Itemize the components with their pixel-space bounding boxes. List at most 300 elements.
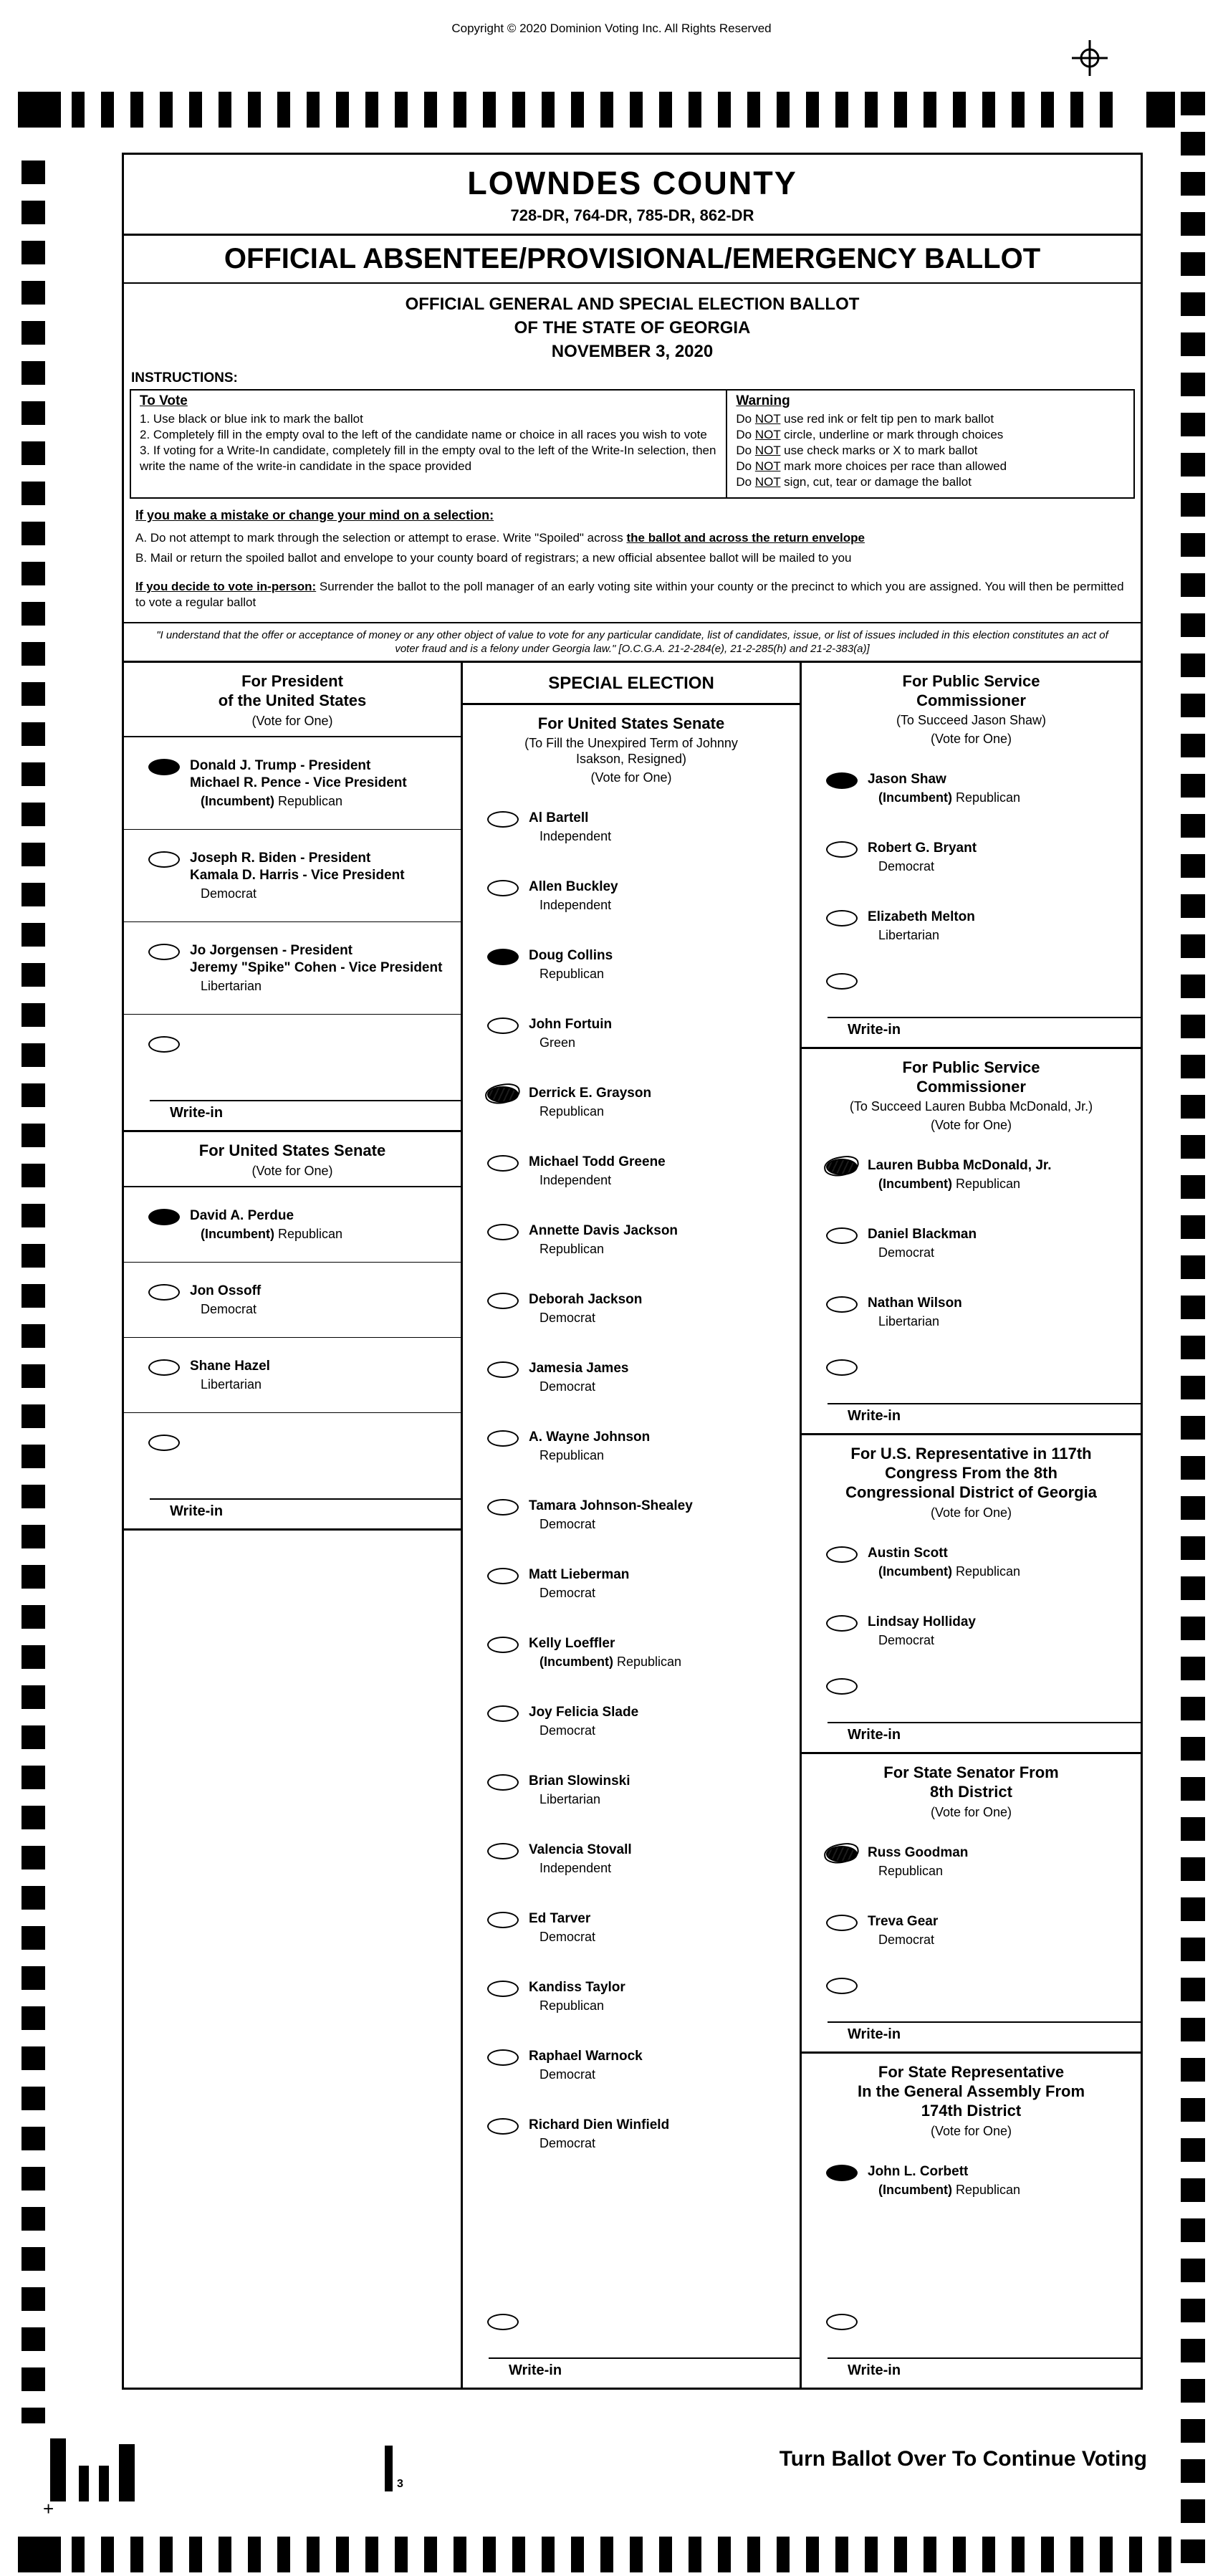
candidate-row [802,2146,1141,2215]
candidate-info [190,1207,342,1242]
candidate-info [868,771,1020,805]
candidate-row [124,830,461,922]
candidate-row [463,1618,800,1687]
candidate-party: Democrat [539,1379,596,1394]
candidate-party: Democrat [539,1586,596,1600]
candidate-party: Democrat [539,1311,596,1325]
candidate-name: Ed Tarver [529,1911,591,1926]
write-in-oval-row [463,2301,800,2330]
candidate-info [190,757,407,809]
race [802,663,1141,1049]
race-title-line: For U.S. Representative in 117th [850,1445,1092,1462]
write-in-oval[interactable] [148,1036,180,1053]
warning-item: Do NOT sign, cut, tear or damage the ballot [736,475,972,489]
write-in-section [802,1965,1141,2051]
candidate-row [463,1274,800,1343]
ballot-oval[interactable] [826,910,858,927]
candidate-party: Libertarian [539,1792,601,1806]
ballot-oval[interactable] [487,1293,519,1309]
candidate-row [463,2031,800,2099]
candidate-info [190,1358,270,1392]
election-title-line1: OFFICIAL GENERAL AND SPECIAL ELECTION BALLOT [405,295,860,314]
to-vote-item: 1. Use black or blue ink to mark the ballot [140,412,363,426]
ballot-oval[interactable] [487,1637,519,1653]
ballot-oval[interactable] [826,2165,858,2181]
race-title-line: In the General Assembly From [857,2082,1085,2100]
ballot-oval[interactable] [487,880,519,896]
candidate-party: Republican [878,1864,944,1878]
ballot-oval[interactable] [487,1224,519,1240]
write-in-oval-row [124,1413,461,1471]
candidate-info [868,1226,977,1260]
candidate-info [529,1360,628,1394]
candidate-info [529,1635,681,1670]
warning-item: Do NOT mark more choices per race than allowed [736,459,1007,473]
candidate-row [463,1687,800,1756]
candidate-row [463,1962,800,2031]
write-in-label: Write-in [509,2362,562,2378]
ballot-oval[interactable] [148,1209,180,1225]
candidate-name: Deborah Jackson [529,1292,643,1307]
candidate-row [802,754,1141,823]
ballot-oval[interactable] [487,1086,519,1103]
candidate-party: Green [539,1035,576,1050]
race-header [802,663,1141,754]
write-in-oval-row [802,2301,1141,2330]
in-person-instructions [135,579,1129,611]
candidate-party: (Incumbent) Republican [539,1655,682,1669]
text-segment: A. Do not attempt to mark through the selection or attempt to erase. Write "Spoiled" across [135,531,627,545]
incumbent-tag: (Incumbent) [201,794,274,808]
precinct-codes: 728-DR, 764-DR, 785-DR, 862-DR [510,206,754,224]
county-header [124,155,1141,236]
candidate-row [802,891,1141,960]
race-subtitle [806,1098,1136,1114]
race-header [802,2054,1141,2146]
write-in-oval[interactable] [826,1359,858,1376]
mistake-instructions [124,499,1141,622]
write-in-section [124,1413,461,1528]
ballot-oval[interactable] [826,772,858,789]
ballot-oval[interactable] [487,1981,519,1997]
ballot-oval[interactable] [487,1705,519,1722]
candidate-info [529,1154,666,1188]
election-title-line2: OF THE STATE OF GEORGIA [514,318,751,337]
race [124,1132,461,1531]
candidate-info [868,1614,976,1648]
candidate-name: Jon Ossoff [190,1283,262,1298]
candidate-party: Libertarian [201,979,262,993]
candidate-row [463,861,800,930]
candidate-name: A. Wayne Johnson [529,1430,651,1445]
ballot-oval[interactable] [487,1499,519,1516]
candidate-info [529,1566,629,1601]
candidate-party: Republican [539,1448,605,1462]
candidate-info [529,1222,678,1257]
bottom-code-bar [99,2466,109,2501]
candidate-info [529,1498,693,1532]
candidate-name: Shane Hazel [190,1359,270,1374]
candidate-row [802,1140,1141,1209]
race-subtitle-line: (To Succeed Jason Shaw) [896,713,1047,727]
timing-marks-bottom [72,2537,1175,2572]
incumbent-tag: (Incumbent) [878,1564,952,1579]
text-segment: Surrender the ballot to the poll manager of an early voting site within your county or the precinct to which you are assigned. You will then be permitted to vote a regular ballot [135,580,1124,609]
write-in-oval-row [124,1015,461,1073]
candidate-name: Doug Collins [529,948,613,963]
write-in-oval-row [802,1346,1141,1376]
candidate-row [802,1528,1141,1596]
write-in-section [802,1665,1141,1752]
warning-not-emphasis: NOT [754,428,781,441]
candidate-party: (Incumbent) Republican [878,1564,1021,1579]
race-title-line: 174th District [921,2102,1022,2120]
mistake-item-b [135,550,1129,566]
candidate-party: (Incumbent) Republican [878,2183,1021,2197]
candidate-name: Daniel Blackman [868,1227,977,1242]
ballot-oval[interactable] [826,1846,858,1862]
candidate-party: Republican [539,1104,605,1119]
ballot-oval[interactable] [148,851,180,868]
race-title [128,1141,456,1160]
ballot-oval[interactable] [826,1296,858,1313]
candidate-party: Independent [539,898,612,912]
candidate-name: Lindsay Holliday [868,1614,976,1629]
candidate-name: Allen Buckley [529,879,618,894]
candidate-name: Joy Felicia Slade [529,1705,639,1720]
race-header [124,663,461,737]
candidate-info [868,840,977,874]
bottom-code-bar [119,2444,135,2501]
candidate-party: Democrat [539,2067,596,2082]
race-title-line: Congress From the 8th [885,1464,1057,1482]
incumbent-tag: (Incumbent) [878,790,952,805]
bottom-code-bar [385,2446,393,2491]
candidate-name: Tamara Johnson-Shealey [529,1498,693,1513]
ballot-oval[interactable] [487,1568,519,1584]
instructions-box [130,389,1135,499]
vote-for-instruction: (Vote for One) [590,770,672,785]
text-segment: the ballot and across the return envelope [626,531,865,545]
warning-not-emphasis: NOT [754,459,781,473]
felony-notice: "I understand that the offer or acceptance of money or any other object of value to vote for any particular candidate, list of candidates, issue, or list of issues included in this election constitutes an act of voter fraud and is a felony under Georgia law." [O.C.G.A. 21-2-284(e), 21-2-285(h) and 21-2-383(a)] [124,622,1141,661]
candidate-party: (Incumbent) Republican [878,1177,1021,1191]
candidate-row [124,1187,461,1263]
ballot-oval[interactable] [826,1227,858,1244]
write-in-oval-row [802,1665,1141,1695]
text-segment: If you decide to vote in-person: [135,580,317,593]
candidate-row [463,793,800,861]
candidate-info [529,1704,638,1738]
candidate-info [529,947,613,982]
candidate-info [529,878,618,913]
timing-marks-top [72,92,1118,128]
candidate-name: Kamala D. Harris - Vice President [190,868,405,883]
vote-for-instruction: (Vote for One) [930,732,1012,746]
write-in-oval[interactable] [826,1978,858,1994]
candidate-row [802,1596,1141,1665]
candidate-name: Robert G. Bryant [868,841,977,856]
write-in-section [802,960,1141,1047]
incumbent-tag: (Incumbent) [878,2183,952,2197]
candidate-row [802,823,1141,891]
candidate-info [868,1844,968,1879]
ballot-oval[interactable] [487,2049,519,2066]
candidate-info [529,1910,595,1945]
candidate-info [190,942,442,994]
candidate-name: Michael Todd Greene [529,1154,666,1169]
election-title-line3: NOVEMBER 3, 2020 [551,342,714,361]
candidate-row [463,1824,800,1893]
candidate-info [868,1913,938,1948]
candidate-party: Libertarian [878,928,940,942]
candidate-name: Jamesia James [529,1361,629,1376]
ballot-oval[interactable] [148,1284,180,1301]
ballot-oval[interactable] [148,1359,180,1376]
race [802,1754,1141,2054]
mistake-title: If you make a mistake or change your mind on a selection: [135,508,494,522]
write-in-label: Write-in [848,2026,901,2042]
write-in-oval[interactable] [826,1678,858,1695]
ballot-oval[interactable] [487,1155,519,1172]
race-subtitle [467,735,795,767]
candidate-name: Austin Scott [868,1546,948,1561]
race [463,705,800,2388]
race [802,1049,1141,1435]
candidate-row [463,930,800,999]
vote-for-instruction: (Vote for One) [251,1164,333,1178]
ballot-oval[interactable] [487,1843,519,1859]
candidate-info [529,1773,630,1807]
candidate-party: Republican [539,1998,605,2013]
candidate-row [802,1209,1141,1278]
candidate-name: Jeremy "Spike" Cohen - Vice President [190,960,443,975]
candidate-info [529,1291,642,1326]
write-in-section [124,1015,461,1130]
write-in-label: Write-in [848,1022,901,1038]
candidate-name: Valencia Stovall [529,1842,632,1857]
write-in-oval[interactable] [487,2314,519,2330]
text-segment: B. Mail or return the spoiled ballot and envelope to your county board of registrars; a new official absentee ballot will be mailed to you [135,551,852,565]
candidate-party: Republican [539,1242,605,1256]
ballot-oval[interactable] [148,759,180,775]
race-header [802,1049,1141,1140]
write-in-oval-row [802,960,1141,990]
candidate-name: David A. Perdue [190,1208,294,1223]
candidate-name: Elizabeth Melton [868,909,975,924]
special-election-banner: SPECIAL ELECTION [463,663,800,705]
candidate-party: Libertarian [201,1377,262,1392]
ballot-oval[interactable] [826,1915,858,1931]
write-in-oval[interactable] [148,1435,180,1451]
candidate-party: Democrat [539,1723,596,1738]
incumbent-tag: (Incumbent) [539,1655,613,1669]
write-in-label: Write-in [170,1503,224,1519]
race-title [806,671,1136,710]
candidate-party: (Incumbent) Republican [201,1227,343,1241]
race-title-line: For President [241,672,343,690]
candidate-row [463,1068,800,1136]
ballot-oval[interactable] [487,1430,519,1447]
race-header [802,1754,1141,1827]
candidate-info [529,810,611,844]
to-vote-item: 3. If voting for a Write-In candidate, completely fill in the empty oval to the left of the Write-In selection, then write the name of the write-in candidate in the space provided [140,444,716,473]
warning-item: Do NOT use red ink or felt tip pen to mark ballot [736,412,994,426]
turn-ballot-over-notice: Turn Ballot Over To Continue Voting [779,2447,1147,2471]
candidate-name: Treva Gear [868,1914,939,1929]
vote-for-instruction: (Vote for One) [251,714,333,728]
race-title-line: Commissioner [916,1078,1026,1096]
race-title [467,714,795,733]
sheet-number: 3 [397,2478,403,2490]
contest-columns [124,661,1141,2388]
corner-plus-mark: + [43,2498,54,2519]
candidate-name: Lauren Bubba McDonald, Jr. [868,1158,1052,1173]
warning-item: Do NOT circle, underline or mark through choices [736,428,1004,441]
race-title-line: For Public Service [902,672,1040,690]
race-title [806,1763,1136,1801]
bottom-code-bar [50,2438,66,2501]
candidate-name: Matt Lieberman [529,1567,630,1582]
candidate-party: Independent [539,1861,612,1875]
incumbent-tag: (Incumbent) [201,1227,274,1241]
race-title-line: For Public Service [902,1058,1040,1076]
candidate-row [802,1278,1141,1346]
race [802,2054,1141,2388]
candidate-row [463,1343,800,1412]
candidate-info [529,1085,651,1119]
race-subtitle-line: (To Succeed Lauren Bubba McDonald, Jr.) [849,1099,1093,1114]
candidate-row [463,1893,800,1962]
ballot-oval[interactable] [826,1615,858,1632]
timing-block-top-left [18,92,61,128]
contest-column-1 [124,663,463,2388]
write-in-oval[interactable] [826,973,858,990]
ballot-oval[interactable] [487,949,519,965]
race-subtitle-line: Isakson, Resigned) [575,752,687,766]
candidate-info [190,850,405,901]
vote-for-instruction: (Vote for One) [930,1805,1012,1819]
to-vote-title: To Vote [140,393,188,408]
ballot-oval[interactable] [487,1912,519,1928]
write-in-label: Write-in [848,1727,901,1743]
candidate-party: Democrat [201,1302,257,1316]
ballot-oval[interactable] [487,1774,519,1791]
timing-block-top-right [1146,92,1175,128]
ballot-oval[interactable] [487,811,519,828]
county-name: LOWNDES COUNTY [467,165,797,201]
candidate-party: (Incumbent) Republican [201,794,343,808]
race-title-line: Congressional District of Georgia [845,1483,1097,1501]
race-title [128,671,456,710]
to-vote-panel [131,391,727,497]
candidate-party: Democrat [201,886,257,901]
candidate-name: Joseph R. Biden - President [190,851,371,866]
ballot-oval[interactable] [487,1018,519,1034]
candidate-info [868,1545,1020,1579]
candidate-name: Jo Jorgensen - President [190,943,353,958]
write-in-oval-row [802,1965,1141,1994]
timing-marks-right [1181,92,1205,2571]
candidate-party: Libertarian [878,1314,940,1328]
candidate-row [802,1896,1141,1965]
candidate-name: John Fortuin [529,1017,613,1032]
race-title-line: For United States Senate [198,1141,386,1159]
candidate-party: Democrat [878,1933,935,1947]
incumbent-tag: (Incumbent) [878,1177,952,1191]
warning-not-emphasis: NOT [754,444,781,457]
ballot-oval[interactable] [826,1159,858,1175]
election-title [124,284,1141,366]
race-title-line: For State Representative [878,2063,1065,2081]
vote-for-instruction: (Vote for One) [930,2124,1012,2138]
candidate-info [190,1283,261,1317]
candidate-info [529,1016,612,1050]
candidate-party: Democrat [539,1517,596,1531]
race-title [806,1444,1136,1502]
candidate-info [868,1295,962,1329]
ballot-oval[interactable] [826,1546,858,1563]
contest-column-2 [463,663,802,2388]
race-subtitle-line: (To Fill the Unexpired Term of Johnny [524,736,738,750]
timing-block-bottom-left [18,2537,61,2572]
race-header [124,1132,461,1187]
vote-for-instruction: (Vote for One) [930,1118,1012,1132]
warning-not-emphasis: NOT [754,412,781,426]
ballot-oval[interactable] [487,2118,519,2135]
candidate-row [124,922,461,1015]
candidate-party: Independent [539,829,612,843]
write-in-label: Write-in [848,2362,901,2378]
ballot-oval[interactable] [826,841,858,858]
candidate-name: Annette Davis Jackson [529,1223,678,1238]
candidate-row [124,1338,461,1413]
race-title-line: For United States Senate [537,714,725,732]
candidate-name: Richard Dien Winfield [529,2117,670,2132]
candidate-name: Derrick E. Grayson [529,1086,652,1101]
bottom-code-bar [79,2466,89,2501]
ballot-oval[interactable] [148,944,180,960]
candidate-name: Raphael Warnock [529,2049,643,2064]
candidate-info [529,2048,643,2082]
race-title [806,2062,1136,2120]
ballot-oval[interactable] [487,1361,519,1378]
candidate-name: Kandiss Taylor [529,1980,625,1995]
race-header [463,705,800,793]
candidate-row [463,1549,800,1618]
race [124,663,461,1132]
candidate-party: Democrat [878,1633,935,1647]
candidate-info [529,1979,625,2014]
candidate-name: Donald J. Trump - President [190,758,371,773]
write-in-oval[interactable] [826,2314,858,2330]
candidate-name: Nathan Wilson [868,1296,962,1311]
candidate-row [463,1480,800,1549]
candidate-row [802,1827,1141,1896]
candidate-name: Brian Slowinski [529,1773,630,1789]
race-subtitle [806,712,1136,728]
candidate-info [529,1842,632,1876]
to-vote-item: 2. Completely fill in the empty oval to the left of the candidate name or choice in all races you wish to vote [140,428,707,441]
candidate-info [868,1157,1052,1192]
warning-item: Do NOT use check marks or X to mark ballot [736,444,978,457]
warning-panel [727,391,1133,497]
timing-marks-left [21,161,45,2423]
to-vote-items [140,411,717,474]
write-in-section [802,1346,1141,1433]
candidate-row [463,1756,800,1824]
write-in-section [463,2301,800,2388]
